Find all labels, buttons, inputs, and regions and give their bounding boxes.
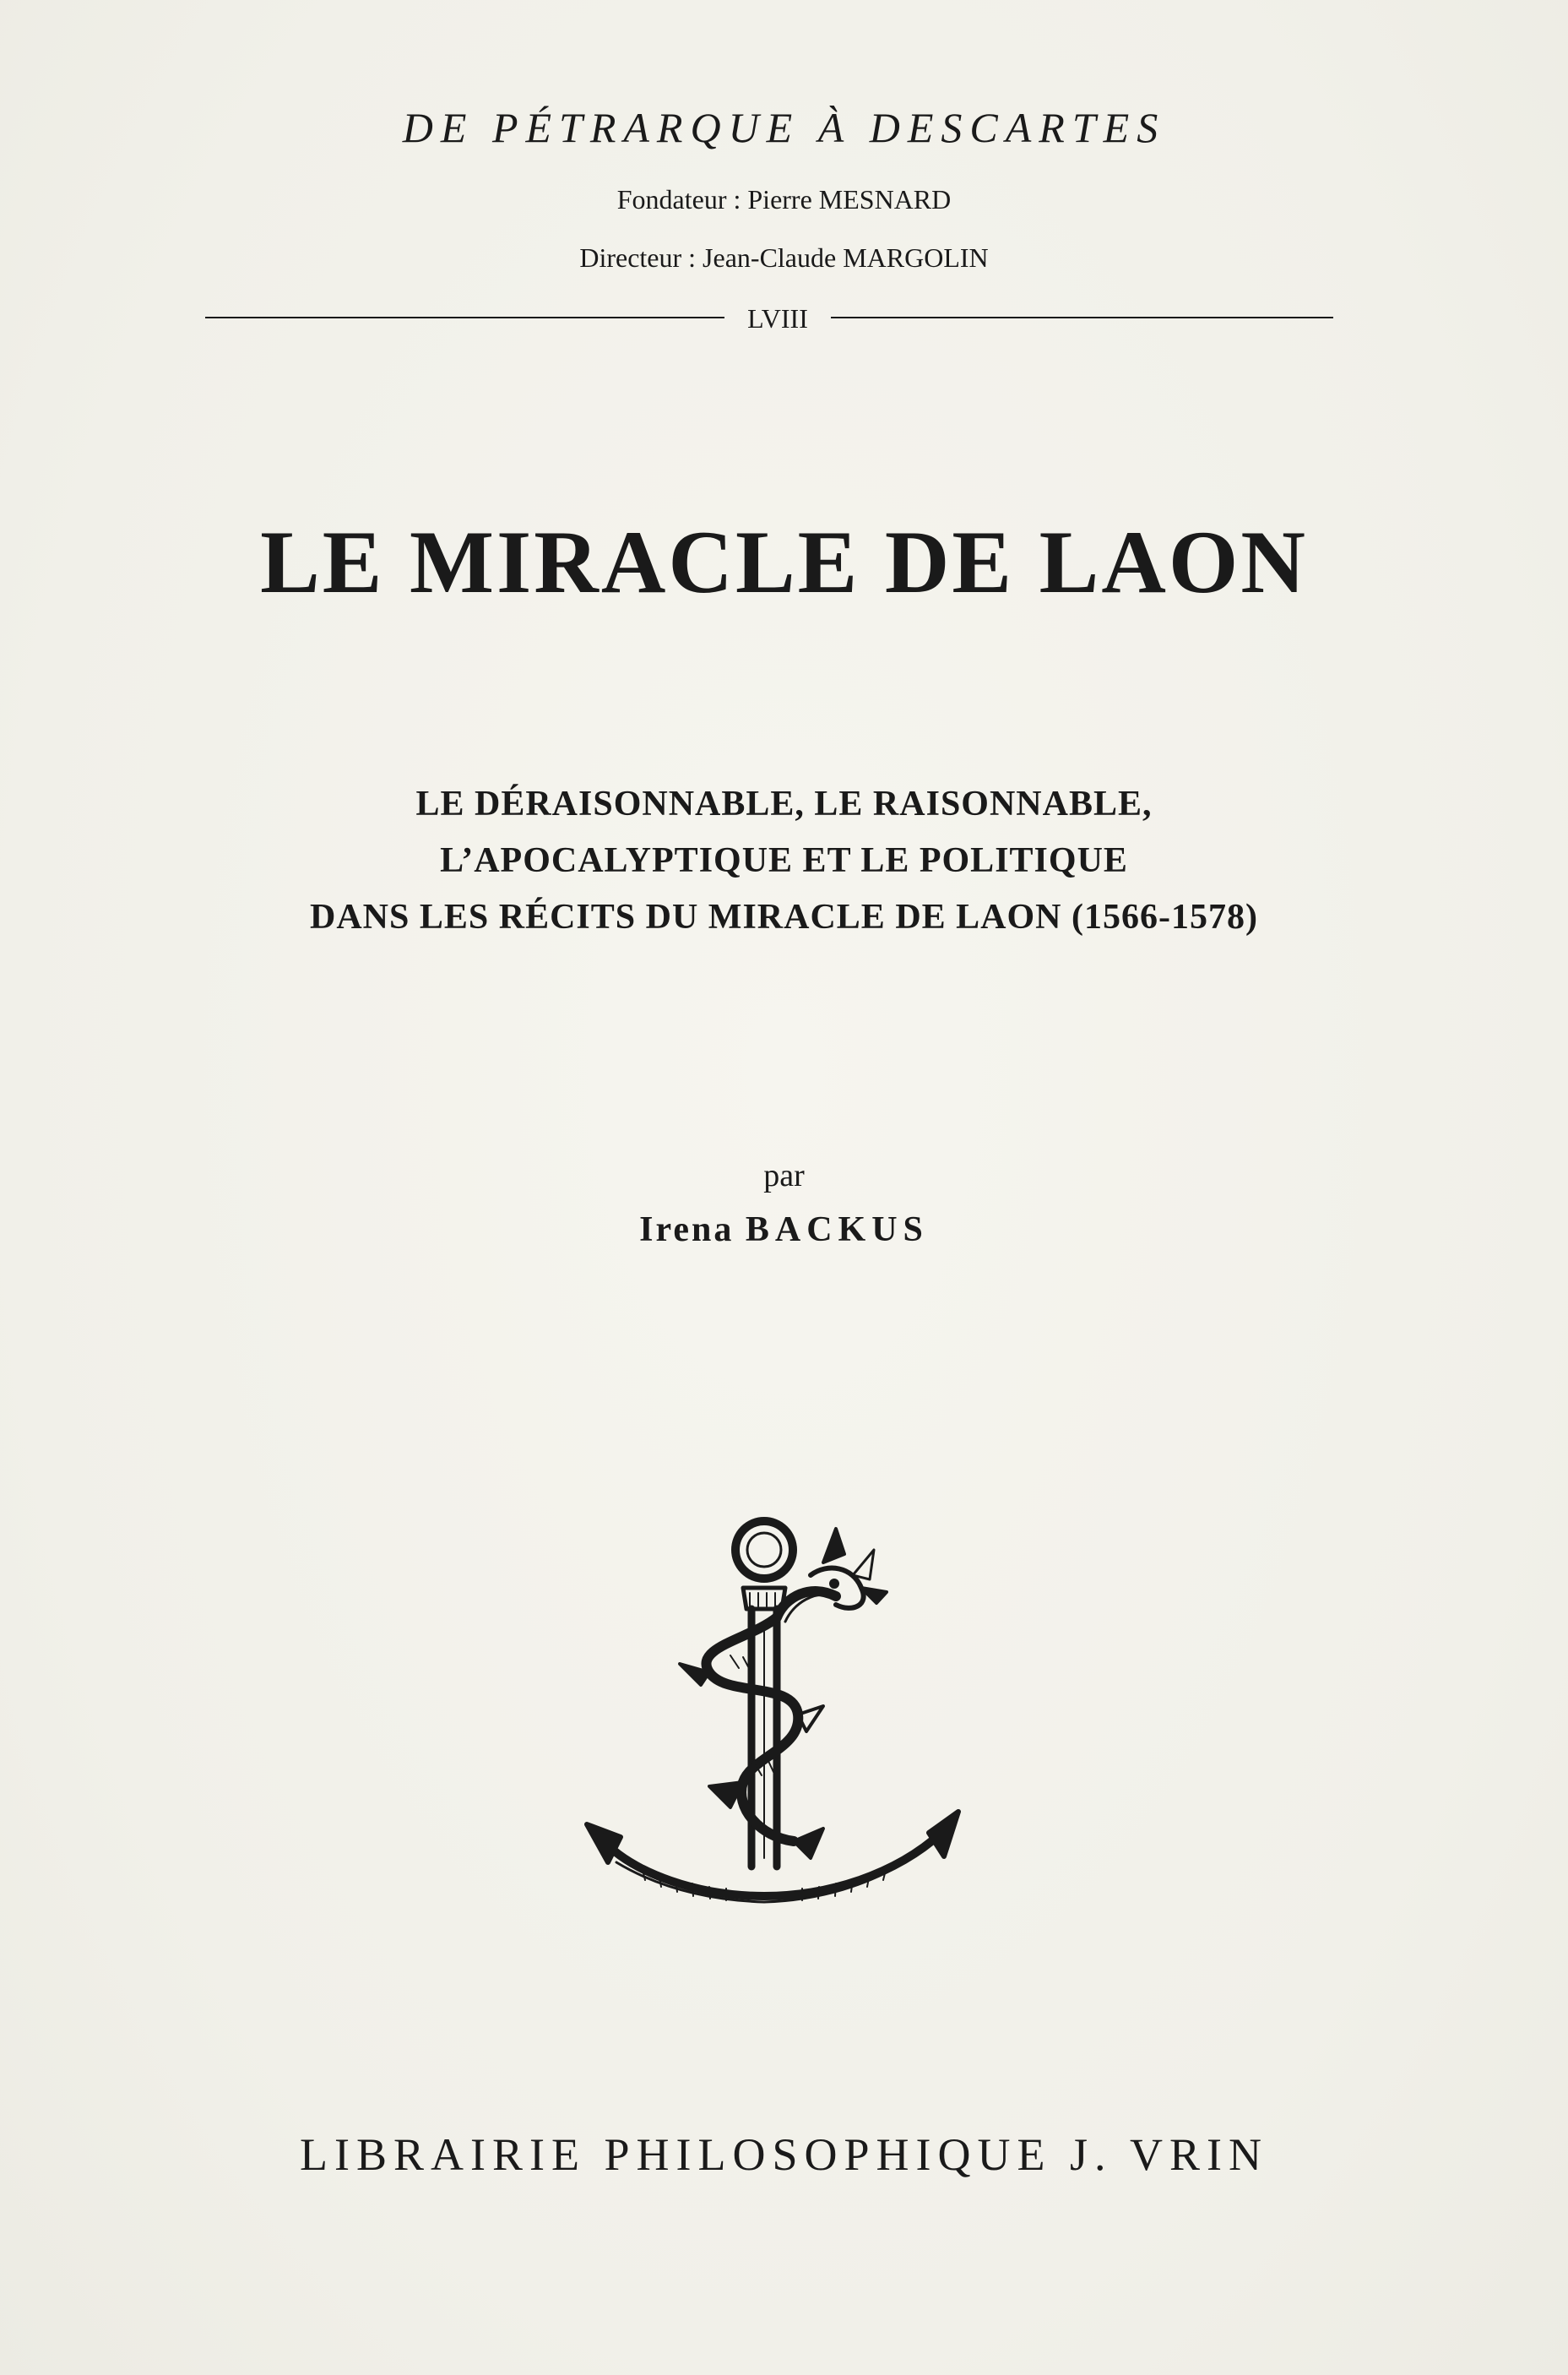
volume-number: LVIII (747, 303, 808, 334)
publisher-name: LIBRAIRIE PHILOSOPHIQUE J. VRIN (299, 2129, 1268, 2180)
subtitle-line-3: DANS LES RÉCITS DU MIRACLE DE LAON (1566-1578) (310, 898, 1258, 937)
series-founder: Fondateur : Pierre MESNARD (616, 184, 952, 215)
anchor-dolphin-icon (583, 1503, 971, 1926)
author-first-name: Irena (639, 1210, 735, 1249)
by-label: par (763, 1158, 805, 1193)
volume-divider (205, 299, 1333, 338)
author-last-name: BACKUS (745, 1210, 929, 1249)
subtitle-line-1: LE DÉRAISONNABLE, LE RAISONNABLE, (415, 785, 1153, 823)
series-title: DE PÉTRARQUE À DESCARTES (402, 104, 1166, 151)
divider-line-left (205, 317, 724, 318)
divider-line-right (831, 317, 1333, 318)
subtitle-line-2: L’APOCALYPTIQUE ET LE POLITIQUE (440, 841, 1128, 880)
series-director: Directeur : Jean-Claude MARGOLIN (579, 242, 989, 273)
author-name (0, 1209, 1568, 1250)
book-title: LE MIRACLE DE LAON (260, 513, 1308, 611)
